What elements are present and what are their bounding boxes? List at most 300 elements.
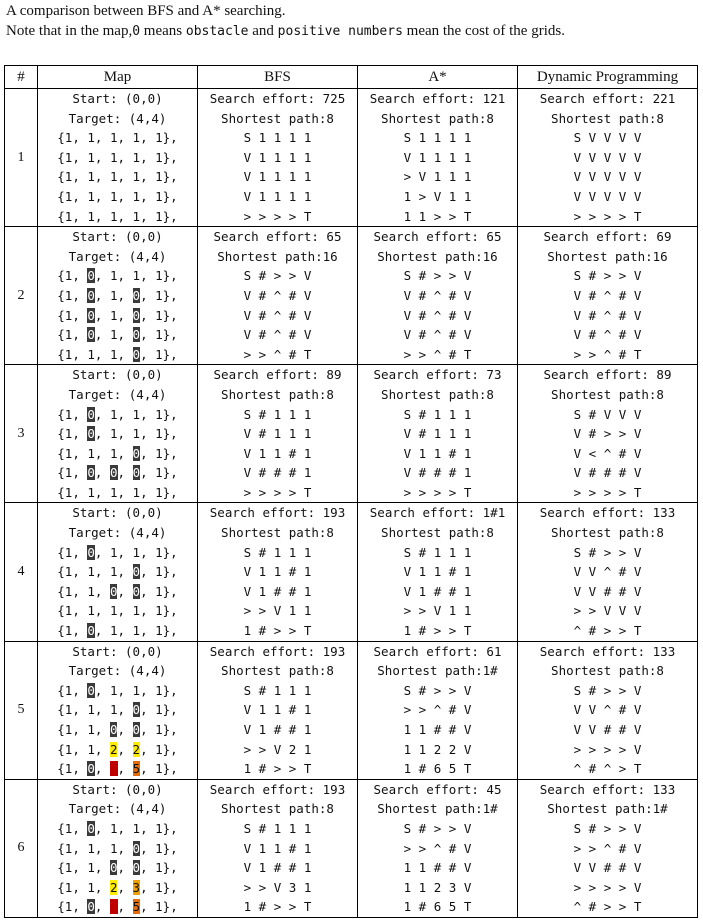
grid-line: > > ^ # T [403,346,472,362]
grid-line: V 1 1 # 1 [403,445,472,461]
grid-line: 1 # 6 5 T [403,761,472,777]
grid-line: > > > > T [573,484,642,500]
map-value-highlight: 0 [132,840,141,856]
map-text: , 1, [94,287,133,303]
map-line [38,365,197,385]
map-text: {1, 1, [57,879,110,895]
header-row [5,66,698,89]
grid-line: S # V V V [573,406,642,422]
grid-line: S # > > V [403,268,472,284]
grid-line: V 1 # # 1 [403,583,472,599]
header-map: Map [38,66,198,89]
intro-text [6,1,565,42]
map-value-highlight: 0 [87,623,95,639]
astar-cell [358,365,518,503]
grid-line: V 1 1 # 1 [243,564,312,580]
dp-cell [518,503,698,641]
grid-line: V # ^ # V [403,287,472,303]
dp-cell [518,365,698,503]
bfs-cell [198,503,358,641]
map-line [38,89,197,109]
map-text: , [117,465,133,481]
map-text: , 1}, [140,702,178,718]
map-text: Target: (4,4) [68,248,167,264]
intro-prefix: Note that in the map, [6,23,133,39]
astar-cell [358,641,518,779]
map-cell [38,227,198,365]
intro-and: and [248,23,278,39]
map-text: , 1, 1, 1}, [94,406,178,422]
map-text: , [94,465,110,481]
map-line [38,819,197,839]
grid-line: ^ # > > T [573,899,642,915]
map-text: Target: (4,4) [68,386,167,402]
search-effort: Search effort: 65 [213,229,342,245]
map-line [38,187,197,207]
map-text: {1, 1, 1, 1, 1}, [57,169,178,185]
row-number: 6 [5,779,38,917]
map-text: {1, 1, 1, [57,840,133,856]
map-text: {1, 1, 1, 1, 1}, [57,208,178,224]
intro-line-2 [6,21,565,42]
map-text: Start: (0,0) [72,781,163,797]
map-text: {1, [57,307,88,323]
grid-line: S # > > V [573,268,642,284]
astar-cell [358,503,518,641]
grid-line: V V # # V [573,583,642,599]
map-line [38,207,197,227]
search-effort: Search effort: 45 [373,781,502,797]
grid-line: V 1 1 1 1 [243,169,312,185]
intro-suffix: mean the cost of the grids. [402,23,565,39]
grid-line: > > ^ # V [573,840,642,856]
grid-line: 1 > V 1 1 [403,188,472,204]
map-text: {1, 1, 1, [57,445,133,461]
grid-line: V 1 1 # 1 [403,564,472,580]
map-line [38,780,197,800]
shortest-path: Shortest path:1# [547,801,668,817]
intro-means: means [140,23,186,39]
map-value-highlight: 0 [132,465,141,481]
grid-line: > > V 2 1 [243,741,312,757]
map-text: {1, 1, 1, 1, 1}, [57,603,178,619]
grid-line: S # 1 1 1 [403,406,472,422]
map-cell [38,779,198,917]
grid-line: 1 1 2 2 V [403,741,472,757]
grid-line: S # > > V [403,820,472,836]
grid-line: S 1 1 1 1 [403,130,472,146]
grid-line: > > V 1 1 [243,603,312,619]
map-text: , [117,741,133,757]
intro-obstacle: obstacle [185,24,249,39]
grid-line: V 1 1 # 1 [243,840,312,856]
grid-line: > > ^ # T [573,346,642,362]
search-effort: Search effort: 725 [209,91,346,106]
map-line [38,858,197,878]
map-text: , 1}, [140,287,178,303]
grid-line: V V # # V [573,860,642,876]
map-value-highlight: 2 [109,741,118,757]
map-line [38,740,197,760]
grid-line: S 1 1 1 1 [243,130,312,146]
map-text: Start: (0,0) [72,91,163,106]
grid-line: V V ^ # V [573,702,642,718]
map-text: {1, [57,465,88,481]
map-line [38,167,197,187]
map-line [38,325,197,345]
map-text: , 1}, [140,307,178,323]
grid-line: S # 1 1 1 [243,406,312,422]
shortest-path: Shortest path:8 [221,525,334,541]
map-text: , 1}, [140,741,178,757]
grid-line: S # > > V [573,682,642,698]
grid-line: > > ^ # V [403,840,472,856]
map-text: , 1}, [140,761,178,777]
map-value-highlight: 0 [132,287,141,303]
shortest-path: Shortest path:16 [547,248,668,264]
bfs-cell [198,365,358,503]
shortest-path: Shortest path:8 [221,801,334,817]
map-line [38,266,197,286]
map-line [38,227,197,247]
header-astar: A* [358,66,518,89]
map-line [38,523,197,543]
map-value-highlight: 0 [87,820,95,836]
grid-line: V 1 # # 1 [243,722,312,737]
map-value-highlight: 0 [87,682,95,698]
shortest-path: Shortest path:8 [551,663,664,679]
map-text: Start: (0,0) [72,643,163,659]
map-line [38,247,197,267]
map-cell [38,503,198,641]
map-line [38,799,197,819]
shortest-path: Shortest path:16 [377,248,498,264]
map-text: , [94,899,110,915]
map-text: , [117,583,133,599]
row-number: 5 [5,641,38,779]
row-number: 4 [5,503,38,641]
table-row [5,779,698,917]
search-effort: Search effort: 89 [213,367,342,383]
map-text: , [94,761,110,777]
map-text: , 1, 1, 1}, [94,682,178,698]
grid-line: V # 1 1 1 [243,426,312,442]
map-value-highlight: 0 [87,268,95,284]
grid-line: > > > > T [243,208,312,224]
grid-line: 1 1 # # V [403,860,472,876]
shortest-path: Shortest path:8 [221,663,334,679]
map-value-highlight: 0 [87,287,95,303]
grid-line: 1 # > > T [243,761,312,777]
map-line [38,286,197,306]
map-value-highlight: 0 [87,899,95,915]
grid-line: V # ^ # V [403,307,472,323]
shortest-path: Shortest path:8 [221,110,334,126]
map-text: , 1, 1, 1}, [94,623,178,639]
grid-line: S V V V V [573,130,642,146]
map-line [38,621,197,641]
grid-line: V # ^ # V [243,287,312,303]
grid-line: S # > > V [403,682,472,698]
grid-line: V # # # V [573,465,642,481]
map-line [38,385,197,405]
grid-line: > > > > T [403,484,472,500]
map-value-highlight: 0 [87,307,95,323]
map-text: , 1}, [140,583,178,599]
shortest-path: Shortest path:8 [381,110,494,126]
map-line [38,601,197,621]
map-text: , 1, 1, 1}, [94,426,178,442]
map-text: {1, [57,327,88,343]
grid-line: V # ^ # V [243,307,312,323]
map-line [38,720,197,740]
grid-line: ^ # ^ > T [573,761,642,777]
map-cell [38,89,198,227]
grid-line: V 1 # # 1 [243,583,312,599]
map-text: {1, [57,544,88,560]
comparison-table [4,65,698,918]
map-line [38,582,197,602]
search-effort: Search effort: 193 [209,505,346,521]
map-text: , 1}, [140,722,178,737]
map-line [38,839,197,859]
map-line [38,681,197,701]
shortest-path: Shortest path:1# [377,801,498,817]
grid-line: S # 1 1 1 [243,820,312,836]
map-text: {1, 1, 1, [57,564,133,580]
grid-line: > > ^ # V [403,702,472,718]
map-value-highlight: 0 [132,564,141,580]
map-text: {1, 1, 1, 1, 1}, [57,130,178,146]
map-text: , [117,879,133,895]
map-value-highlight: 8 [109,899,118,915]
grid-line: > > V 1 1 [403,603,472,619]
map-text: , 1, 1, 1}, [94,544,178,560]
astar-cell [358,227,518,365]
grid-line: V # # # 1 [243,465,312,481]
map-line [38,642,197,662]
search-effort: Search effort: 133 [539,505,676,521]
map-text: Start: (0,0) [72,229,163,245]
search-effort: Search effort: 61 [373,643,502,659]
map-value-highlight: 2 [132,741,141,757]
map-text: {1, 1, [57,583,110,599]
shortest-path: Shortest path:8 [551,386,664,402]
bfs-cell [198,89,358,227]
map-text: {1, 1, 1, [57,346,133,362]
map-text: , 1}, [140,346,178,362]
shortest-path: Shortest path:8 [551,110,664,126]
table-row [5,227,698,365]
header-dp: Dynamic Programming [518,66,698,89]
bfs-cell [198,227,358,365]
map-line [38,562,197,582]
map-value-highlight: 0 [109,860,118,876]
map-text: , 1, [94,307,133,323]
map-text: {1, [57,682,88,698]
map-line [38,503,197,523]
map-text: {1, [57,623,88,639]
grid-line: V 1 1 1 1 [243,188,312,204]
map-value-highlight: 5 [132,761,141,777]
map-text: {1, 1, 1, 1, 1}, [57,188,178,204]
grid-line: > > > > T [243,484,312,500]
map-value-highlight: 0 [132,722,141,737]
dp-cell [518,779,698,917]
map-text: , [117,761,133,777]
grid-line: S # > > V [243,268,312,284]
map-value-highlight: 0 [87,465,95,481]
map-value-highlight: 0 [132,583,141,599]
map-value-highlight: 2 [109,879,118,895]
map-text: {1, 1, 1, [57,702,133,718]
map-cell [38,641,198,779]
intro-zero: 0 [132,24,141,39]
map-value-highlight: 5 [132,899,141,915]
grid-line: V 1 1 # 1 [243,445,312,461]
map-text: {1, 1, [57,860,110,876]
map-line [38,128,197,148]
grid-line: V # # # 1 [403,465,472,481]
map-text: {1, [57,899,88,915]
grid-line: V V V V V [573,149,642,165]
grid-line: 1 1 > > T [403,208,472,224]
grid-line: V V ^ # V [573,564,642,580]
grid-line: > V 1 1 1 [403,169,472,185]
shortest-path: Shortest path:8 [551,525,664,541]
header-bfs: BFS [198,66,358,89]
map-line [38,345,197,365]
map-text: , 1, 1, 1}, [94,820,178,836]
grid-line: S # > > V [573,544,642,560]
map-text: , [117,899,133,915]
map-line [38,543,197,563]
map-value-highlight: 0 [132,307,141,323]
map-line [38,405,197,425]
search-effort: Search effort: 193 [209,781,346,797]
grid-line: V # ^ # V [573,327,642,343]
map-value-highlight: 0 [87,327,95,343]
map-line [38,444,197,464]
shortest-path: Shortest path:8 [381,386,494,402]
grid-line: V V V V V [573,188,642,204]
map-text: Target: (4,4) [68,110,167,126]
grid-line: 1 1 # # V [403,722,472,737]
grid-line: V 1 1 # 1 [243,702,312,718]
map-text: {1, [57,820,88,836]
map-text: , 1}, [140,465,178,481]
row-number: 2 [5,227,38,365]
map-text: {1, 1, 1, 1, 1}, [57,484,178,500]
map-text: {1, [57,761,88,777]
grid-line: ^ # > > T [573,623,642,639]
grid-line: > > V V V [573,603,642,619]
intro-positive: positive numbers [277,24,403,39]
search-effort: Search effort: 73 [373,367,502,383]
map-value-highlight: 0 [132,346,141,362]
map-value-highlight: 0 [132,445,141,461]
search-effort: Search effort: 1#1 [369,505,506,521]
map-line [38,109,197,129]
map-value-highlight: 0 [87,406,95,422]
map-value-highlight: 0 [87,761,95,777]
grid-line: V V # # V [573,722,642,737]
map-value-highlight: 0 [132,327,141,343]
map-text: , 1}, [140,445,178,461]
grid-line: > > > > V [573,879,642,895]
grid-line: > > V 3 1 [243,879,312,895]
grid-line: > > > > T [573,208,642,224]
map-text: , [117,722,133,737]
map-line [38,897,197,917]
grid-line: V # ^ # V [573,287,642,303]
grid-line: > > > > V [573,741,642,757]
astar-cell [358,779,518,917]
map-line [38,148,197,168]
search-effort: Search effort: 193 [209,643,346,659]
search-effort: Search effort: 133 [539,781,676,797]
grid-line: 1 # > > T [403,623,472,639]
map-text: Start: (0,0) [72,367,163,383]
shortest-path: Shortest path:8 [381,525,494,541]
map-value-highlight: 0 [87,544,95,560]
map-value-highlight: 0 [132,860,141,876]
grid-line: 1 # > > T [243,899,312,915]
map-text: Start: (0,0) [72,505,163,521]
grid-line: S # 1 1 1 [243,682,312,698]
map-line [38,463,197,483]
astar-cell [358,89,518,227]
map-value-highlight: 3 [132,879,141,895]
map-value-highlight: 0 [109,465,118,481]
map-text: {1, [57,268,88,284]
search-effort: Search effort: 89 [543,367,672,383]
grid-line: V # 1 1 1 [403,426,472,442]
dp-cell [518,89,698,227]
grid-line: 1 1 2 3 V [403,879,472,895]
map-text: , 1}, [140,327,178,343]
map-text: , 1}, [140,879,178,895]
grid-line: 1 # 6 5 T [403,899,472,915]
map-text: , 1}, [140,899,178,915]
shortest-path: Shortest path:1# [377,663,498,679]
map-text: {1, [57,426,88,442]
row-number: 3 [5,365,38,503]
search-effort: Search effort: 121 [369,91,506,106]
search-effort: Search effort: 65 [373,229,502,245]
map-text: , 1}, [140,564,178,580]
grid-line: V # ^ # V [573,307,642,323]
map-line [38,700,197,720]
map-value-highlight: 0 [109,583,118,599]
grid-line: V 1 1 1 1 [243,149,312,165]
search-effort: Search effort: 133 [539,643,676,659]
grid-line: V < ^ # V [573,445,642,461]
map-text: , [117,860,133,876]
intro-line-1: A comparison between BFS and A* searching. [6,3,286,19]
map-text: , 1}, [140,860,178,876]
map-line [38,424,197,444]
map-line [38,661,197,681]
grid-line: V # > > V [573,426,642,442]
map-line [38,878,197,898]
map-text: {1, 1, [57,722,110,737]
bfs-cell [198,641,358,779]
shortest-path: Shortest path:8 [221,386,334,402]
map-line [38,759,197,779]
map-text: Target: (4,4) [68,663,167,679]
map-line [38,483,197,503]
